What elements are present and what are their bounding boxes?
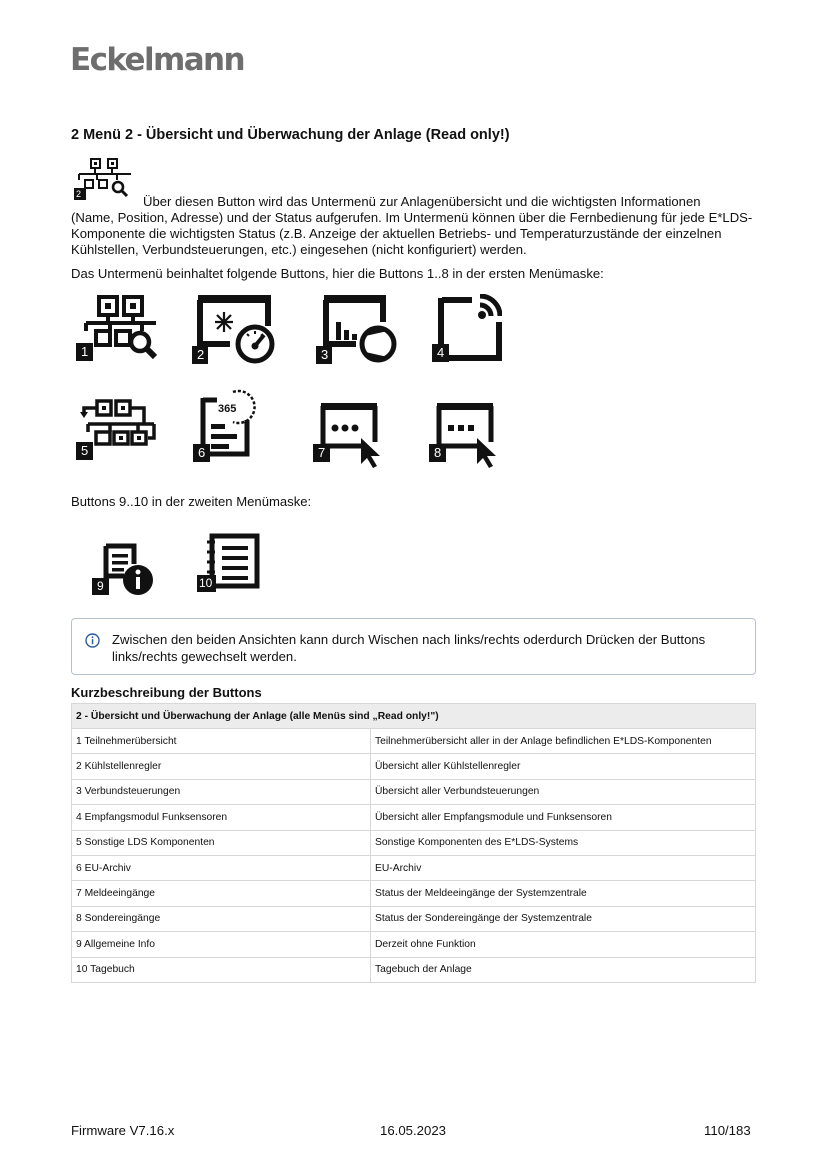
general-info-icon xyxy=(92,542,156,596)
table-header: 2 - Übersicht und Überwachung der Anlage (alle Menüs sind „Read only!") xyxy=(72,704,756,729)
table-row xyxy=(72,754,756,779)
table-row xyxy=(72,932,756,957)
table-row xyxy=(72,881,756,906)
button-description: Übersicht aller Verbundsteuerungen xyxy=(371,779,756,804)
table-row xyxy=(72,729,756,754)
footer-date: 16.05.2023 xyxy=(380,1123,447,1138)
icon-number: 9 xyxy=(97,579,104,593)
button-name: 1 Teilnehmerübersicht xyxy=(72,729,371,754)
icon-number: 5 xyxy=(81,443,89,458)
button-description: Übersicht aller Kühlstellenregler xyxy=(371,754,756,779)
compound-control-icon xyxy=(316,294,400,366)
table-row xyxy=(72,779,756,804)
icon-number: 6 xyxy=(198,445,206,460)
button-description: EU-Archiv xyxy=(371,855,756,880)
info-icon xyxy=(85,633,100,648)
button-name: 5 Sonstige LDS Komponenten xyxy=(72,830,371,855)
button-description: Tagebuch der Anlage xyxy=(371,957,756,982)
table-row xyxy=(72,855,756,880)
participant-overview-icon xyxy=(76,294,160,364)
section-title: 2 Menü 2 - Übersicht und Überwachung der Anlage (Read only!) xyxy=(71,127,510,143)
icon-number: 3 xyxy=(321,347,329,362)
intro-paragraph-rest: (Name, Position, Adresse) und der Status aufgerufen. Im Untermenü können über die Fernbedienung für jede E*LDS-Komponente die wichtigsten Status (z.B. Anzeige der aktuellen Betriebs- und Temperaturzustände der einzelnen Kühlstellen, Verbundsteuerungen, etc.) eingesehen (nicht konfiguriert) werden. xyxy=(71,210,753,258)
button-description: Status der Sondereingänge der Systemzentrale xyxy=(371,906,756,931)
button-description: Sonstige Komponenten des E*LDS-Systems xyxy=(371,830,756,855)
button-name: 6 EU-Archiv xyxy=(72,855,371,880)
wireless-receiver-icon xyxy=(432,294,502,364)
table-row xyxy=(72,957,756,982)
days-365-label: 365 xyxy=(218,403,237,415)
table-row xyxy=(72,830,756,855)
buttons-table xyxy=(71,703,756,983)
info-note xyxy=(71,618,756,675)
icon-number: 4 xyxy=(437,345,445,360)
button-description: Übersicht aller Empfangsmodule und Funksensoren xyxy=(371,805,756,830)
other-lds-components-icon xyxy=(76,398,158,462)
button-description: Teilnehmerübersicht aller in der Anlage befindlichen E*LDS-Komponenten xyxy=(371,729,756,754)
button-name: 8 Sondereingänge xyxy=(72,906,371,931)
table-heading: Kurzbeschreibung der Buttons xyxy=(71,685,262,700)
buttons-intro-text: Das Untermenü beinhaltet folgende Buttons, hier die Buttons 1..8 in der ersten Menümaske: xyxy=(71,266,604,281)
button-name: 7 Meldeeingänge xyxy=(72,881,371,906)
icon-number: 7 xyxy=(318,445,326,460)
icon-number: 2 xyxy=(197,347,205,362)
alarm-inputs-icon xyxy=(313,400,385,470)
table-row xyxy=(72,805,756,830)
note-text: Zwischen den beiden Ansichten kann durch Wischen nach links/rechts oderdurch Drücken der Buttons links/rechts gewechselt werden. xyxy=(112,632,706,664)
button-name: 2 Kühlstellenregler xyxy=(72,754,371,779)
button-name: 4 Empfangsmodul Funksensoren xyxy=(72,805,371,830)
icon-number: 10 xyxy=(199,576,213,590)
button-name: 9 Allgemeine Info xyxy=(72,932,371,957)
logbook-icon xyxy=(197,530,263,594)
button-name: 10 Tagebuch xyxy=(72,957,371,982)
table-row xyxy=(72,906,756,931)
button-description: Status der Meldeeingänge der Systemzentrale xyxy=(371,881,756,906)
icon-number: 2 xyxy=(76,189,82,199)
icon-number: 8 xyxy=(434,445,442,460)
icon-number: 1 xyxy=(81,344,89,359)
buttons-second-text: Buttons 9..10 in der zweiten Menümaske: xyxy=(71,494,312,509)
table-header-row xyxy=(72,704,756,729)
eckelmann-logo: Eckelmann xyxy=(70,42,244,78)
button-name: 3 Verbundsteuerungen xyxy=(72,779,371,804)
cold-storage-controller-icon xyxy=(192,294,282,366)
footer-page-number: 110/183 xyxy=(704,1123,751,1138)
button-description: Derzeit ohne Funktion xyxy=(371,932,756,957)
eu-archive-icon xyxy=(193,388,257,464)
footer-firmware: Firmware V7.16.x xyxy=(71,1123,175,1138)
special-inputs-icon xyxy=(429,400,501,470)
intro-paragraph: Über diesen Button wird das Untermenü zur Anlagenübersicht und die wichtigsten Informationen xyxy=(143,194,701,209)
